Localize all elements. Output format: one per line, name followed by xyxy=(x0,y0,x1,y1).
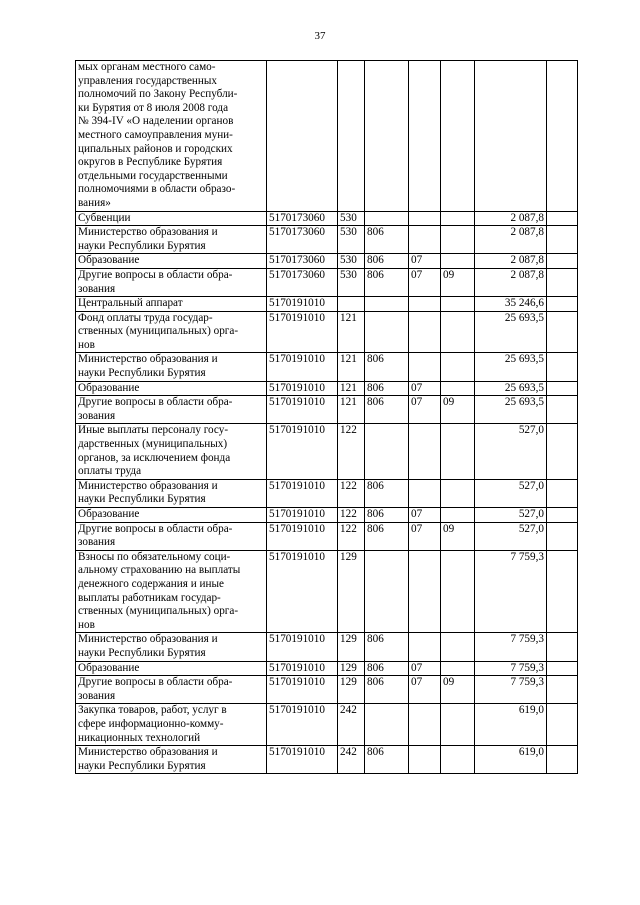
row-expense-type-cell: 242 xyxy=(338,746,365,774)
row-admin-code-cell xyxy=(365,311,409,353)
row-subsection-cell: 09 xyxy=(441,396,475,424)
row-empty-cell xyxy=(547,479,578,507)
row-amount-cell: 2 087,8 xyxy=(475,211,547,226)
row-admin-code-cell: 806 xyxy=(365,226,409,254)
row-empty-cell xyxy=(547,396,578,424)
row-section-cell: 07 xyxy=(409,381,441,396)
row-empty-cell xyxy=(547,268,578,296)
row-csr-code-cell: 5170191010 xyxy=(267,396,338,424)
row-amount-cell: 7 759,3 xyxy=(475,550,547,633)
table-row xyxy=(76,550,578,633)
row-subsection-cell xyxy=(441,226,475,254)
row-empty-cell xyxy=(547,508,578,523)
row-csr-code-cell: 5170191010 xyxy=(267,508,338,523)
row-name-cell: Другие вопросы в области обра- зования xyxy=(76,676,267,704)
row-name-cell: Фонд оплаты труда государ- ственных (муниципальных) орга- нов xyxy=(76,311,267,353)
row-section-cell: 07 xyxy=(409,676,441,704)
row-name-cell: Образование xyxy=(76,508,267,523)
row-empty-cell xyxy=(547,381,578,396)
row-section-cell: 07 xyxy=(409,254,441,269)
row-expense-type-cell: 129 xyxy=(338,550,365,633)
row-subsection-cell xyxy=(441,550,475,633)
row-subsection-cell xyxy=(441,746,475,774)
row-amount-cell xyxy=(475,61,547,212)
row-amount-cell: 2 087,8 xyxy=(475,268,547,296)
table-row xyxy=(76,211,578,226)
table-row xyxy=(76,381,578,396)
row-csr-code-cell: 5170191010 xyxy=(267,424,338,479)
row-expense-type-cell: 530 xyxy=(338,268,365,296)
row-subsection-cell xyxy=(441,311,475,353)
row-admin-code-cell xyxy=(365,424,409,479)
budget-table xyxy=(75,60,578,774)
row-amount-cell: 619,0 xyxy=(475,746,547,774)
row-subsection-cell xyxy=(441,479,475,507)
row-name-cell: Закупка товаров, работ, услуг в сфере информационно-комму- никационных технологий xyxy=(76,704,267,746)
row-empty-cell xyxy=(547,704,578,746)
row-csr-code-cell: 5170173060 xyxy=(267,211,338,226)
row-expense-type-cell: 122 xyxy=(338,424,365,479)
row-section-cell: 07 xyxy=(409,522,441,550)
row-amount-cell: 7 759,3 xyxy=(475,676,547,704)
row-admin-code-cell xyxy=(365,297,409,312)
row-section-cell xyxy=(409,479,441,507)
row-section-cell xyxy=(409,550,441,633)
row-csr-code-cell: 5170191010 xyxy=(267,297,338,312)
row-amount-cell: 527,0 xyxy=(475,479,547,507)
row-empty-cell xyxy=(547,353,578,381)
row-empty-cell xyxy=(547,297,578,312)
table-row xyxy=(76,633,578,661)
table-row xyxy=(76,746,578,774)
row-expense-type-cell: 121 xyxy=(338,396,365,424)
row-empty-cell xyxy=(547,550,578,633)
row-csr-code-cell: 5170191010 xyxy=(267,746,338,774)
table-row xyxy=(76,479,578,507)
row-admin-code-cell: 806 xyxy=(365,268,409,296)
row-expense-type-cell: 122 xyxy=(338,479,365,507)
row-name-cell: Министерство образования и науки Республики Бурятия xyxy=(76,479,267,507)
row-empty-cell xyxy=(547,522,578,550)
row-admin-code-cell: 806 xyxy=(365,676,409,704)
row-amount-cell: 7 759,3 xyxy=(475,633,547,661)
row-amount-cell: 619,0 xyxy=(475,704,547,746)
row-admin-code-cell: 806 xyxy=(365,254,409,269)
row-admin-code-cell: 806 xyxy=(365,746,409,774)
row-admin-code-cell: 806 xyxy=(365,508,409,523)
table-body xyxy=(76,61,578,774)
row-csr-code-cell: 5170191010 xyxy=(267,479,338,507)
table-row xyxy=(76,226,578,254)
row-admin-code-cell: 806 xyxy=(365,353,409,381)
table-row xyxy=(76,311,578,353)
row-subsection-cell xyxy=(441,381,475,396)
table-row xyxy=(76,661,578,676)
table-row xyxy=(76,396,578,424)
row-amount-cell: 25 693,5 xyxy=(475,396,547,424)
row-empty-cell xyxy=(547,61,578,212)
row-csr-code-cell: 5170191010 xyxy=(267,550,338,633)
row-csr-code-cell: 5170191010 xyxy=(267,661,338,676)
row-section-cell xyxy=(409,424,441,479)
row-section-cell: 07 xyxy=(409,268,441,296)
row-subsection-cell: 09 xyxy=(441,676,475,704)
table-row xyxy=(76,508,578,523)
row-empty-cell xyxy=(547,661,578,676)
table-row xyxy=(76,268,578,296)
row-csr-code-cell: 5170191010 xyxy=(267,311,338,353)
row-section-cell xyxy=(409,353,441,381)
row-section-cell xyxy=(409,61,441,212)
row-expense-type-cell: 121 xyxy=(338,381,365,396)
table-row xyxy=(76,61,578,212)
row-section-cell xyxy=(409,211,441,226)
row-csr-code-cell: 5170191010 xyxy=(267,633,338,661)
row-name-cell: Министерство образования и науки Республики Бурятия xyxy=(76,746,267,774)
table-row xyxy=(76,254,578,269)
row-empty-cell xyxy=(547,424,578,479)
row-section-cell xyxy=(409,633,441,661)
row-admin-code-cell: 806 xyxy=(365,633,409,661)
row-amount-cell: 35 246,6 xyxy=(475,297,547,312)
row-expense-type-cell: 122 xyxy=(338,522,365,550)
row-expense-type-cell: 530 xyxy=(338,226,365,254)
row-subsection-cell xyxy=(441,254,475,269)
row-name-cell: Министерство образования и науки Республики Бурятия xyxy=(76,633,267,661)
row-name-cell: Образование xyxy=(76,661,267,676)
row-csr-code-cell: 5170191010 xyxy=(267,381,338,396)
page-number: 37 xyxy=(314,30,326,42)
row-section-cell: 07 xyxy=(409,396,441,424)
row-admin-code-cell: 806 xyxy=(365,479,409,507)
row-empty-cell xyxy=(547,211,578,226)
row-section-cell: 07 xyxy=(409,661,441,676)
row-amount-cell: 7 759,3 xyxy=(475,661,547,676)
row-subsection-cell xyxy=(441,508,475,523)
table-row xyxy=(76,353,578,381)
row-section-cell: 07 xyxy=(409,508,441,523)
row-amount-cell: 527,0 xyxy=(475,522,547,550)
row-amount-cell: 527,0 xyxy=(475,508,547,523)
row-name-cell: Субвенции xyxy=(76,211,267,226)
row-amount-cell: 25 693,5 xyxy=(475,353,547,381)
row-admin-code-cell: 806 xyxy=(365,396,409,424)
row-csr-code-cell: 5170191010 xyxy=(267,353,338,381)
table-row xyxy=(76,424,578,479)
row-csr-code-cell: 5170173060 xyxy=(267,226,338,254)
row-section-cell xyxy=(409,297,441,312)
row-name-cell: Образование xyxy=(76,381,267,396)
row-subsection-cell xyxy=(441,353,475,381)
row-admin-code-cell xyxy=(365,550,409,633)
row-name-cell: Иные выплаты персоналу госу- дарственных (муниципальных) органов, за исключением фонда оплаты труда xyxy=(76,424,267,479)
row-expense-type-cell: 121 xyxy=(338,311,365,353)
row-empty-cell xyxy=(547,633,578,661)
row-admin-code-cell: 806 xyxy=(365,661,409,676)
row-name-cell: Другие вопросы в области обра- зования xyxy=(76,396,267,424)
row-csr-code-cell: 5170191010 xyxy=(267,676,338,704)
row-subsection-cell xyxy=(441,297,475,312)
row-admin-code-cell xyxy=(365,211,409,226)
row-admin-code-cell: 806 xyxy=(365,522,409,550)
row-empty-cell xyxy=(547,676,578,704)
row-expense-type-cell: 122 xyxy=(338,508,365,523)
row-subsection-cell: 09 xyxy=(441,268,475,296)
row-name-cell: Другие вопросы в области обра- зования xyxy=(76,268,267,296)
row-expense-type-cell: 129 xyxy=(338,633,365,661)
row-section-cell xyxy=(409,746,441,774)
row-section-cell xyxy=(409,704,441,746)
row-name-cell: Министерство образования и науки Республики Бурятия xyxy=(76,353,267,381)
table-row xyxy=(76,676,578,704)
row-amount-cell: 2 087,8 xyxy=(475,254,547,269)
row-admin-code-cell xyxy=(365,61,409,212)
row-expense-type-cell: 530 xyxy=(338,254,365,269)
row-section-cell xyxy=(409,311,441,353)
row-csr-code-cell: 5170173060 xyxy=(267,268,338,296)
table-row xyxy=(76,522,578,550)
row-name-cell: Образование xyxy=(76,254,267,269)
row-empty-cell xyxy=(547,254,578,269)
row-subsection-cell: 09 xyxy=(441,522,475,550)
row-csr-code-cell xyxy=(267,61,338,212)
row-section-cell xyxy=(409,226,441,254)
row-empty-cell xyxy=(547,746,578,774)
row-amount-cell: 2 087,8 xyxy=(475,226,547,254)
row-admin-code-cell: 806 xyxy=(365,381,409,396)
row-amount-cell: 25 693,5 xyxy=(475,381,547,396)
row-csr-code-cell: 5170191010 xyxy=(267,522,338,550)
row-name-cell: Взносы по обязательному соци- альному страхованию на выплаты денежного содержания и иные выплаты работникам государ- ственных (муниципальных) орга- нов xyxy=(76,550,267,633)
row-subsection-cell xyxy=(441,424,475,479)
row-csr-code-cell: 5170191010 xyxy=(267,704,338,746)
row-subsection-cell xyxy=(441,704,475,746)
row-subsection-cell xyxy=(441,211,475,226)
row-expense-type-cell: 530 xyxy=(338,211,365,226)
row-name-cell: мых органам местного само- управления государственных полномочий по Закону Республи- ки Бурятия от 8 июля 2008 года № 394-IV «О наделении органов местного самоуправления муни- ципальных районов и городских округов в Республике Бурятия отдельными государственными полномочиями в области образо- вания» xyxy=(76,61,267,212)
row-name-cell: Министерство образования и науки Республики Бурятия xyxy=(76,226,267,254)
row-subsection-cell xyxy=(441,633,475,661)
table-row xyxy=(76,704,578,746)
row-amount-cell: 25 693,5 xyxy=(475,311,547,353)
row-subsection-cell xyxy=(441,61,475,212)
row-amount-cell: 527,0 xyxy=(475,424,547,479)
row-expense-type-cell xyxy=(338,297,365,312)
row-name-cell: Центральный аппарат xyxy=(76,297,267,312)
row-expense-type-cell: 242 xyxy=(338,704,365,746)
table-row xyxy=(76,297,578,312)
row-empty-cell xyxy=(547,226,578,254)
row-admin-code-cell xyxy=(365,704,409,746)
row-expense-type-cell: 129 xyxy=(338,676,365,704)
row-empty-cell xyxy=(547,311,578,353)
row-expense-type-cell: 121 xyxy=(338,353,365,381)
row-expense-type-cell: 129 xyxy=(338,661,365,676)
row-subsection-cell xyxy=(441,661,475,676)
row-csr-code-cell: 5170173060 xyxy=(267,254,338,269)
row-name-cell: Другие вопросы в области обра- зования xyxy=(76,522,267,550)
row-expense-type-cell xyxy=(338,61,365,212)
